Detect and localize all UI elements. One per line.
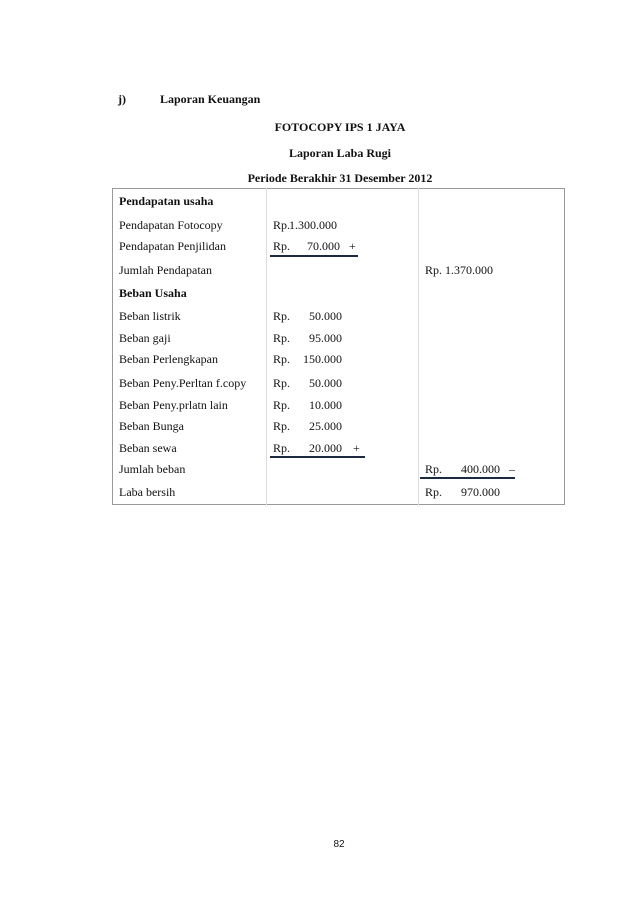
net-label: Laba bersih [119, 485, 176, 499]
item-amount: 50.000 [309, 309, 342, 323]
total-amount: 400.000 [461, 462, 500, 476]
subtotal-underline [270, 456, 365, 458]
expenses-heading: Beban Usaha [119, 286, 187, 300]
item-label: Beban listrik [119, 309, 181, 323]
net-amount: 970.000 [461, 485, 500, 499]
total-label: Jumlah beban [119, 462, 186, 476]
item-label: Beban Bunga [119, 419, 184, 433]
net-currency: Rp. [425, 485, 443, 499]
total-currency: Rp. [425, 462, 443, 476]
sum-operator: + [353, 441, 360, 455]
column-divider [418, 188, 419, 505]
report-title: Laporan Laba Rugi [288, 146, 392, 160]
item-label: Beban gaji [119, 331, 171, 345]
item-label: Pendapatan Penjilidan [119, 239, 226, 253]
item-amount: 1.300.000 [289, 218, 337, 232]
sum-operator: + [349, 239, 356, 253]
item-currency: Rp. [273, 419, 291, 433]
item-amount: 20.000 [309, 441, 342, 455]
report-period: Periode Berakhir 31 Desember 2012 [247, 171, 433, 185]
item-currency: Rp. [273, 239, 291, 253]
income-heading: Pendapatan usaha [119, 194, 214, 208]
item-currency: Rp. [273, 376, 291, 390]
item-label: Beban Peny.prlatn lain [119, 398, 228, 412]
total-currency: Rp. [425, 263, 443, 277]
item-amount: 10.000 [309, 398, 342, 412]
sum-operator: – [509, 462, 515, 476]
item-currency: Rp. [273, 331, 291, 345]
item-amount: 95.000 [309, 331, 342, 345]
item-amount: 70.000 [307, 239, 340, 253]
item-currency: Rp. [273, 352, 291, 366]
item-amount: 50.000 [309, 376, 342, 390]
item-currency: Rp. [273, 218, 291, 232]
page-number: 82 [333, 839, 345, 850]
item-amount: 25.000 [309, 419, 342, 433]
item-label: Beban Peny.Perltan f.copy [119, 376, 247, 390]
total-underline [420, 477, 515, 479]
section-title: Laporan Keuangan [160, 92, 261, 106]
item-label: Pendapatan Fotocopy [119, 218, 223, 232]
subtotal-underline [270, 255, 358, 257]
total-amount: 1.370.000 [445, 263, 493, 277]
item-currency: Rp. [273, 441, 291, 455]
company-name: FOTOCOPY IPS 1 JAYA [274, 120, 406, 134]
item-label: Beban Perlengkapan [119, 352, 218, 366]
item-currency: Rp. [273, 398, 291, 412]
item-currency: Rp. [273, 309, 291, 323]
column-divider [266, 188, 267, 505]
total-label: Jumlah Pendapatan [119, 263, 212, 277]
item-label: Beban sewa [119, 441, 177, 455]
item-amount: 150.000 [303, 352, 342, 366]
section-number: j) [118, 92, 126, 106]
